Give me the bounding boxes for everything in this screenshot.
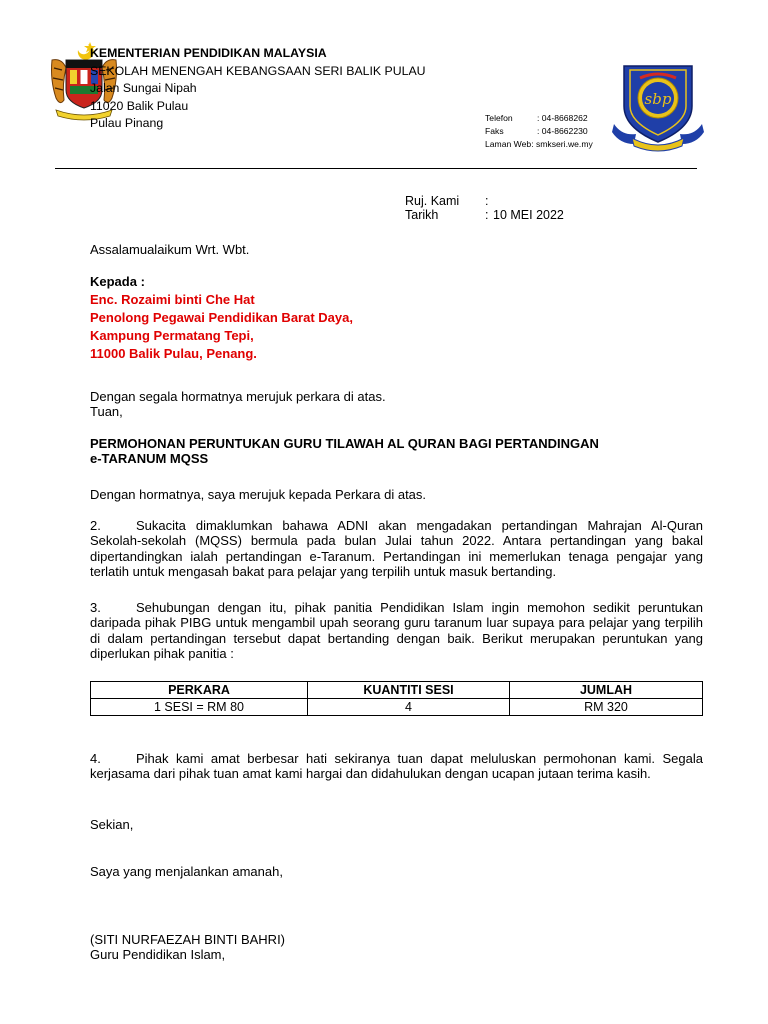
signoff: Saya yang menjalankan amanah, [90, 864, 283, 879]
fax-value: : 04-8662230 [537, 126, 588, 136]
closing: Sekian, [90, 817, 134, 832]
table-cell: 4 [308, 699, 510, 716]
paragraph-text: Pihak kami amat berbesar hati sekiranya tuan dapat meluluskan permohonan kami. Segala kerjasama dari pihak tuan amat kami hargai dan didahulukan dengan ucapan jutaan terima kasih. [90, 751, 703, 782]
recipient-line: 11000 Balik Pulau, Penang. [90, 346, 257, 361]
intro-paragraph: Dengan hormatnya, saya merujuk kepada Perkara di atas. [90, 487, 427, 502]
school-crest-icon [612, 62, 704, 152]
fax-label: Faks [485, 126, 504, 136]
ministry-name: KEMENTERIAN PENDIDIKAN MALAYSIA [90, 46, 327, 60]
date-separator: : [485, 208, 489, 223]
letterhead-block [90, 45, 426, 133]
paragraph-number: 3. [90, 600, 101, 615]
paragraph-4 [90, 751, 703, 782]
table-header-row [91, 682, 703, 699]
school-crest-monogram: sbp [644, 90, 672, 108]
recipient-line: Penolong Pegawai Pendidikan Barat Daya, [90, 310, 353, 325]
address-line: 11020 Balik Pulau [90, 98, 189, 113]
web-value: : smkseri.we.my [531, 139, 593, 149]
letterhead-divider [55, 168, 697, 169]
signatory-name: (SITI NURFAEZAH BINTI BAHRI) [90, 932, 286, 947]
date-value: 10 MEI 2022 [493, 208, 564, 223]
opening-block [90, 389, 703, 420]
phone-value: : 04-8668262 [537, 113, 588, 123]
table-header: PERKARA [91, 682, 308, 699]
paragraph-text: Sehubungan dengan itu, pihak panitia Pendidikan Islam ingin memohon sedikit peruntukan daripada pihak PIBG untuk mengambil upah seorang guru taranum luar supaya para pelajar yang terpilih di dalam pertandingan tersebut dapat bertanding dengan baik. Berikut merupakan peruntukan yang diperlukan pihak panitia : [90, 600, 703, 661]
signatory-block [90, 932, 703, 963]
opening-line: Dengan segala hormatnya merujuk perkara di atas. [90, 389, 386, 404]
table-row [91, 699, 703, 716]
paragraph-3 [90, 600, 703, 661]
recipient-line: Kampung Permatang Tepi, [90, 328, 254, 343]
contact-block [485, 112, 593, 151]
allocation-table [90, 681, 703, 716]
address-line: Pulau Pinang [90, 116, 164, 131]
recipient-heading: Kepada : [90, 274, 145, 289]
greeting: Assalamualaikum Wrt. Wbt. [90, 242, 250, 257]
recipient-line: Enc. Rozaimi binti Che Hat [90, 292, 255, 307]
table-cell: 1 SESI = RM 80 [91, 699, 308, 716]
table-header: KUANTITI SESI [308, 682, 510, 699]
signatory-title: Guru Pendidikan Islam, [90, 947, 226, 963]
salutation: Tuan, [90, 404, 123, 420]
date-label: Tarikh [405, 208, 439, 223]
paragraph-text: Sukacita dimaklumkan bahawa ADNI akan mengadakan pertandingan Mahrajan Al-Quran Sekolah-sekolah (MQSS) bermula pada bulan Julai tahun 2022. Antara pertandingan yang bakal dipertandingkan ialah pertandingan e-Taranum. Pertandingan ini memerlukan tenaga pengajar yang terlatih untuk mengasah bakat para pelajar yang terpilih untuk masuk bertanding. [90, 518, 703, 579]
school-name: SEKOLAH MENENGAH KEBANGSAAN SERI BALIK PULAU [90, 63, 426, 78]
ref-label: Ruj. Kami [405, 194, 460, 208]
paragraph-number: 4. [90, 751, 101, 766]
subject-line: e-TARANUM MQSS [90, 451, 209, 467]
ref-separator: : [485, 194, 489, 208]
recipient-block [90, 273, 703, 363]
table-cell: RM 320 [510, 699, 703, 716]
table-header: JUMLAH [510, 682, 703, 699]
reference-block [405, 194, 564, 223]
phone-label: Telefon [485, 113, 513, 123]
subject-line: PERMOHONAN PERUNTUKAN GURU TILAWAH AL QURAN BAGI PERTANDINGAN [90, 436, 599, 451]
address-line: Jalan Sungai Nipah [90, 81, 197, 96]
web-label: Laman Web [485, 139, 532, 149]
paragraph-2 [90, 518, 703, 579]
paragraph-number: 2. [90, 518, 101, 533]
subject-block [90, 436, 703, 467]
